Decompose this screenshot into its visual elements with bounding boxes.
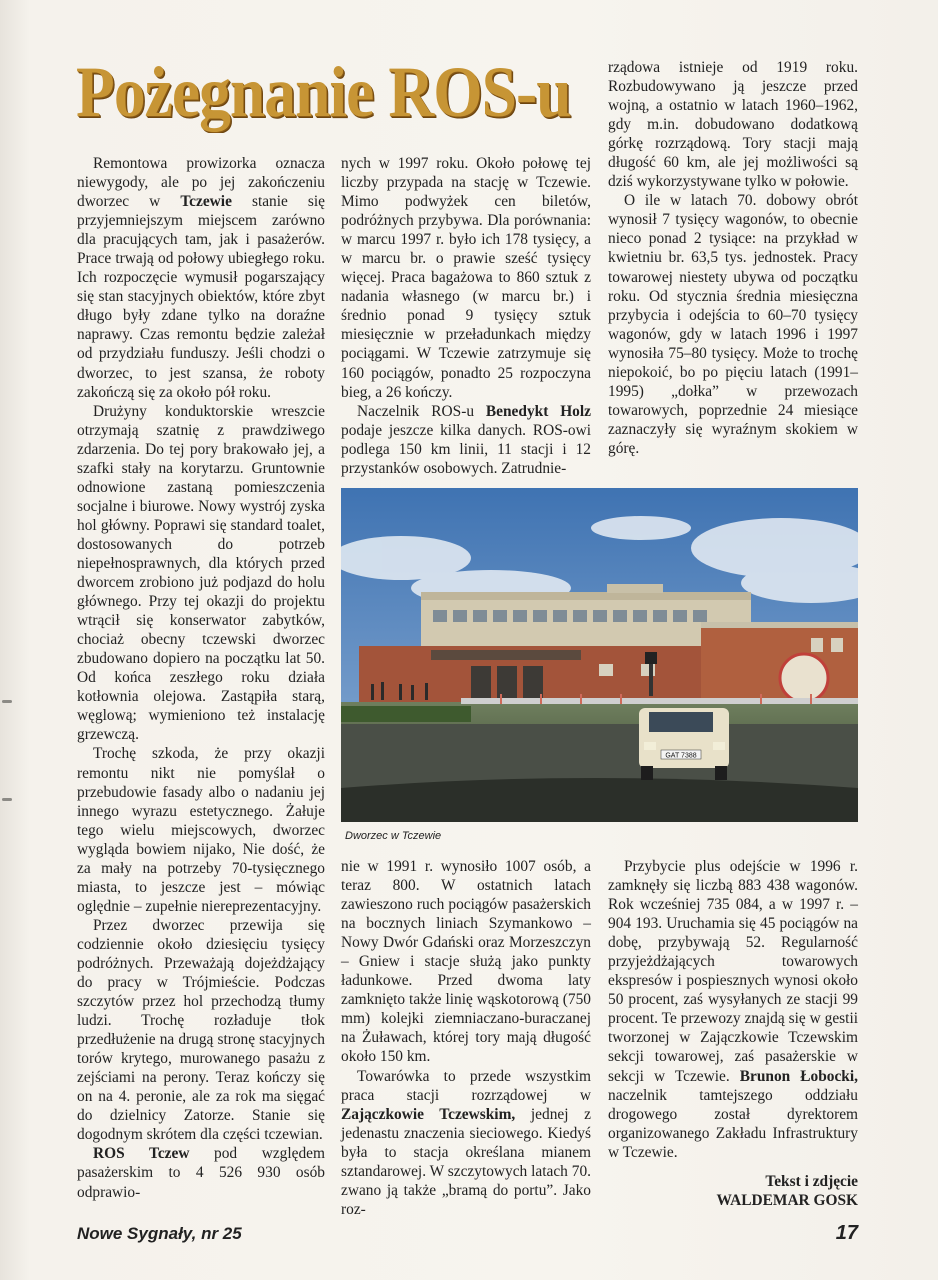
article-paragraph: Przybycie plus odejście w 1996 r. zamknęły się liczbą 883 438 wagonów. Rok wcześniej 735 084, a w 1997 r. – 904 193. Uruchamia się 45 pociągów na dobę, przybywają 52. Regularność przyjeżdżających towarowych ekspresów i pospiesznych wynosi około 50 procent, zaś wysyłanych ze stacji 99 procent. Te przewozy znajdą się w gestii tworzonej w Zajączkowie Tczewskim sekcji towarowej, zaś pasażerskie w sekcji w Tczewie. Brunon Łobocki, naczelnik tamtejszego oddziału drogowego został dyrektorem organizowanego Zakładu Infrastruktury w Tczewie.: [608, 858, 858, 1161]
author-credit: [608, 1172, 858, 1210]
article-paragraph: Naczelnik ROS-u Benedykt Holz podaje jeszcze kilka danych. ROS-owi podlega 150 km linii, 11 stacji i 12 przystanków osobowych. Zatrudnie-: [341, 402, 591, 477]
staple-binding: [2, 690, 12, 820]
page-number: 17: [835, 1222, 858, 1244]
article-paragraph: nych w 1997 roku. Około połowę tej liczby przypada na stację w Tczewie. Mimo podwyżek cen biletów, podróżnych przybywa. Dla porównania: w marcu 1997 r. było ich 178 tysięcy, a w marcu br. o prawie sześć tysięcy więcej. Praca bagażowa to 860 sztuk z nadania własnego (w marcu br.) i średnio ponad 9 tysięcy sztuk miesięcznie w przeładunkach między pociągami. W Tczewie zatrzymuje się 160 pociągów, ponadto 25 rozpoczyna bieg, a 26 kończy.: [341, 155, 591, 401]
text-column-2-bottom: [341, 857, 591, 1219]
article-paragraph: ROS Tczew pod względem pasażerskim to 4 526 930 osób odprawio-: [77, 1145, 325, 1201]
text-column-3-bottom: [608, 857, 858, 1210]
article-paragraph: Remontowa prowizorka oznacza niewygody, ale po jej zakończeniu dworzec w Tczewie stanie się przyjemniejszym miejscem zarówno dla pracujących tam, jak i pasażerów. Prace trwają od połowy ubiegłego roku. Ich rozpoczęcie wymusił pogarszający się stan stacyjnych obiektów, które zbyt długo były zdane tylko na doraźne naprawy. Czas remontu będzie zależał od przydziału funduszy. Jeśli chodzi o dworzec, to jest szansa, że roboty zakończą się za około pół roku.: [77, 155, 325, 401]
photo-caption: Dworzec w Tczewie: [345, 830, 442, 842]
article-paragraph: nie w 1991 r. wynosiło 1007 osób, a teraz 800. W ostatnich latach zawieszono ruch pociągów pasażerskich na bocznych liniach Szymankowo – Nowy Dwór Gdański oraz Morzeszczyn – Gniew i stacje służą jako punkty ładunkowe. Przed dwoma laty zamknięto także linię wąskotorową (750 mm) kolejki ziemniaczano-buraczanej na Żuławach, której tory mają długość około 150 km.: [341, 858, 591, 1066]
credit-label: Tekst i zdjęcie: [765, 1172, 858, 1190]
article-paragraph: Trochę szkoda, że przy okazji remontu nikt nie pomyślał o przebudowie fasady albo o nadaniu jej innego wyrazu estetycznego. Żałuje tego wielu miejscowych, dworzec wygląda bowiem nijako, Nie dość, że za mały na potrzeby 70-tysięcznego miasta, to jeszcze jest – mówiąc oględnie – zupełnie niereprezentacyjny.: [77, 745, 325, 915]
article-title: Pożegnanie ROS-u: [76, 52, 571, 132]
article-paragraph: Drużyny konduktorskie wreszcie otrzymają szatnię z prawdziwego zdarzenia. Do tej pory brakowało jej, a szafki stały na korytarzu. Gruntownie odnowione zastaną pomieszczenia socjalne i biurowe. Nowy wystrój zyska hol główny. Poprawi się standard toalet, dostosowanych do potrzeb niepełnosprawnych, dla których przed dworcem zrobiono już podjazd do holu głównego. Przy tej okazji do projektu wtrącił się konserwator zabytków, chociaż obecny tczewski dworzec zbudowano dopiero na początku lat 50. Od końca zeszłego roku działa kotłownia olejowa. Zastąpiła starą, węglową; wymieniono też instalację grzewczą.: [77, 402, 325, 744]
article-paragraph: O ile w latach 70. dobowy obrót wynosił 7 tysięcy wagonów, to obecnie nieco ponad 2 tysiące: na przykład w kwietniu br. 63,5 tys. jednostek. Pracy towarowej niestety ubywa od początku roku. Od stycznia średnia miesięczna przybycia i odejścia to 60–70 tysięcy wagonów, gdy w latach 1996 i 1997 wynosiła 75–80 tysięcy. Może to trochę niepokoić, bo po pięciu latach (1991–1995) „dołka” w przewozach towarowych, poprzednie 24 miesiące zaznaczyły się wyraźnym skokiem w górę.: [608, 192, 858, 457]
article-paragraph: Towarówka to przede wszystkim praca stacji rozrządowej w Zajączkowie Tczewskim, jednej z jedenastu znaczenia sieciowego. Kiedyś była to stacja określana mianem sztandarowej. W szczytowych latach 70. zwano ją także „bramą do portu”. Jako roz-: [341, 1067, 591, 1218]
article-paragraph: Przez dworzec przewija się codziennie około dziesięciu tysięcy podróżnych. Przeważają dojeżdżający do pracy w Trójmieście. Podczas szczytów przez hol przechodzą tłumy ludzi. Trochę rozładuje tłok przedłużenie na drugą stronę stacyjnych torów krytego, murowanego pasażu z zejściami na perony. Teraz kończy się on na 4. peronie, ale za rok ma sięgać do dzielnicy Zatorze. Stanie się dogodnym skrótem dla części tczewian.: [77, 916, 325, 1144]
text-column-1: [77, 154, 325, 1202]
station-photo: [341, 488, 858, 822]
article-paragraph: rządowa istnieje od 1919 roku. Rozbudowywano ją jeszcze przed wojną, a ostatnio w latach 1960–1962, gdy m.in. dobudowano dodatkową górkę rozrządową. Tory stacji mają długość 60 km, ale jej możliwości są dziś wykorzystywane tylko w połowie.: [608, 59, 858, 191]
car-license-plate: GAT 7388: [665, 752, 697, 760]
magazine-issue-footer: Nowe Sygnały, nr 25: [77, 1224, 242, 1243]
text-column-2-top: [341, 154, 591, 478]
author-name: WALDEMAR GOSK: [716, 1191, 858, 1209]
text-column-3-top: [608, 58, 858, 458]
